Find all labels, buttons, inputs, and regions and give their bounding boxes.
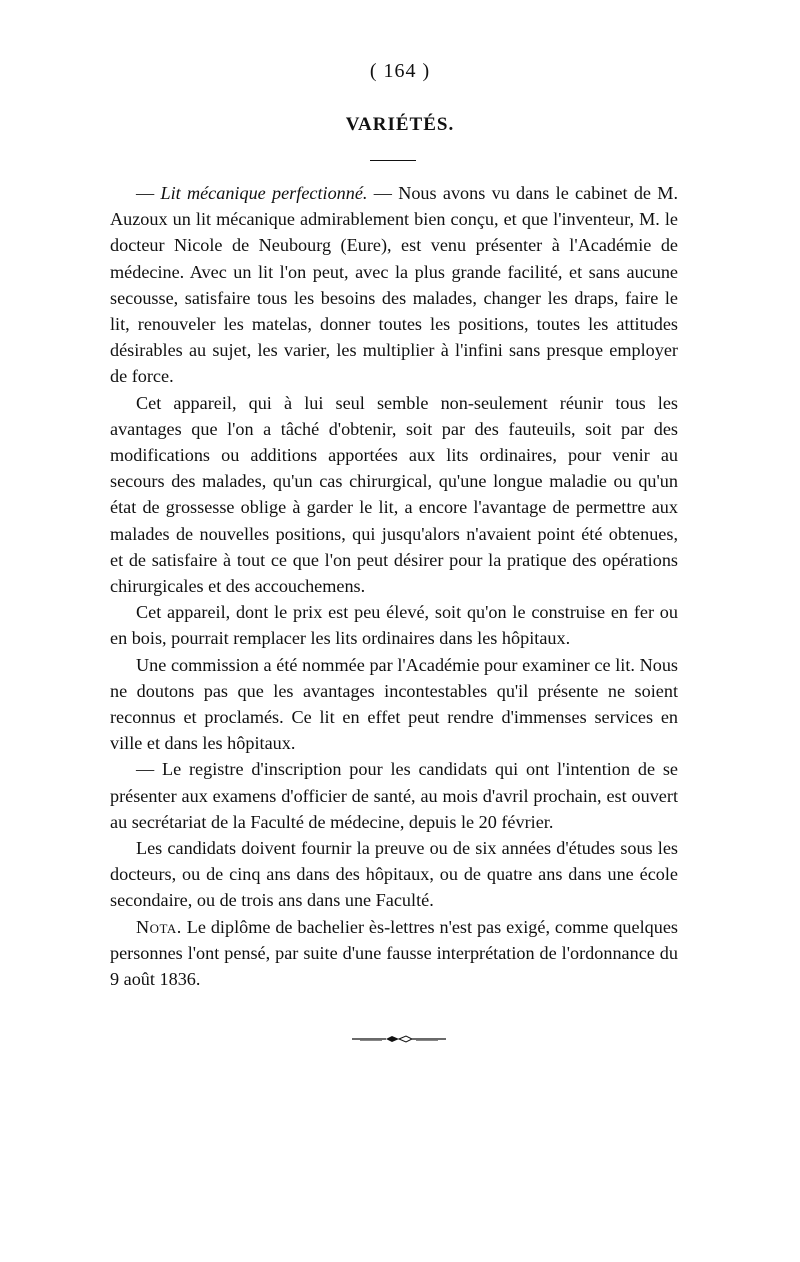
section-title: VARIÉTÉS. — [345, 114, 455, 135]
paragraph-text: — Nous avons vu dans le cabinet de M. Auzoux un lit mécanique admirablement bien conçu, et que l'inventeur, M. le docteur Nicole de Neubourg (Eure), est venu présenter à l'Académie de médecine. Avec un lit l'on peut, avec la plus grande facilité, et sans aucune secousse, satisfaire tous les besoins des malades, changer les draps, faire le lit, renouveler les matelas, donner toutes les positions, toutes les attitudes désirables au sujet, les varier, les multiplier à l'infini sans presque employer de force. — [110, 183, 678, 387]
lead-dash: — — [136, 183, 161, 203]
decorative-rule-ornament-icon — [352, 1033, 446, 1045]
paragraph-candidats: Les candidats doivent fournir la preuve ou de six années d'études sous les docteurs, ou de cinq ans dans des hôpitaux, ou de quatre ans dans une école secondaire, ou de trois ans dans une Faculté. — [110, 838, 678, 911]
paragraph-lit-mecanique — [110, 180, 678, 390]
article-heading-italic: Lit mécanique perfectionné. — [160, 183, 368, 203]
paragraph-appareil-avantages: Cet appareil, qui à lui seul semble non-seulement réunir tous les avantages que l'on a tâché d'obtenir, soit par des fauteuils, soit par des modifications ou additions apportées aux lits ordinaires, pour venir au secours des malades, qu'un cas chirurgical, qu'une longue maladie ou qu'un état de grossesse oblige à garder le lit, a encore l'avantage de permettre aux malades de nouvelles positions, qui jusqu'alors n'avaient point été obtenues, et de satisfaire à tout ce que l'on peut désirer pour la pratique des opérations chirurgicales et des accouchemens. — [110, 392, 678, 597]
paragraph-registre-inscription: — Le registre d'inscription pour les candidats qui ont l'intention de se présenter aux examens d'officier de santé, au mois d'avril prochain, est ouvert au secrétariat de la Faculté de médecine, depuis le 20 février. — [110, 759, 678, 832]
paragraph-nota — [110, 914, 678, 993]
paragraph-text: Le diplôme de bachelier ès-lettres n'est pas exigé, comme quelques personnes l'ont pensé, par suite d'une fausse interprétation de l'ordonnance du 9 août 1836. — [110, 916, 678, 990]
page-number: ( 164 ) — [369, 60, 431, 82]
paragraph-commission: Une commission a été nommée par l'Académie pour examiner ce lit. Nous ne doutons pas que les avantages incontestables qu'il présente ne soient reconnus et proclamés. Ce lit en effet peut rendre d'immenses services en ville et dans les hôpitaux. — [110, 654, 678, 754]
nota-label: Nota. — [136, 916, 182, 937]
paragraph-appareil-prix: Cet appareil, dont le prix est peu élevé, soit qu'on le construise en fer ou en bois, pourrait remplacer les lits ordinaires dans les hôpitaux. — [110, 602, 678, 649]
title-divider — [370, 160, 416, 161]
article-body — [110, 180, 678, 992]
